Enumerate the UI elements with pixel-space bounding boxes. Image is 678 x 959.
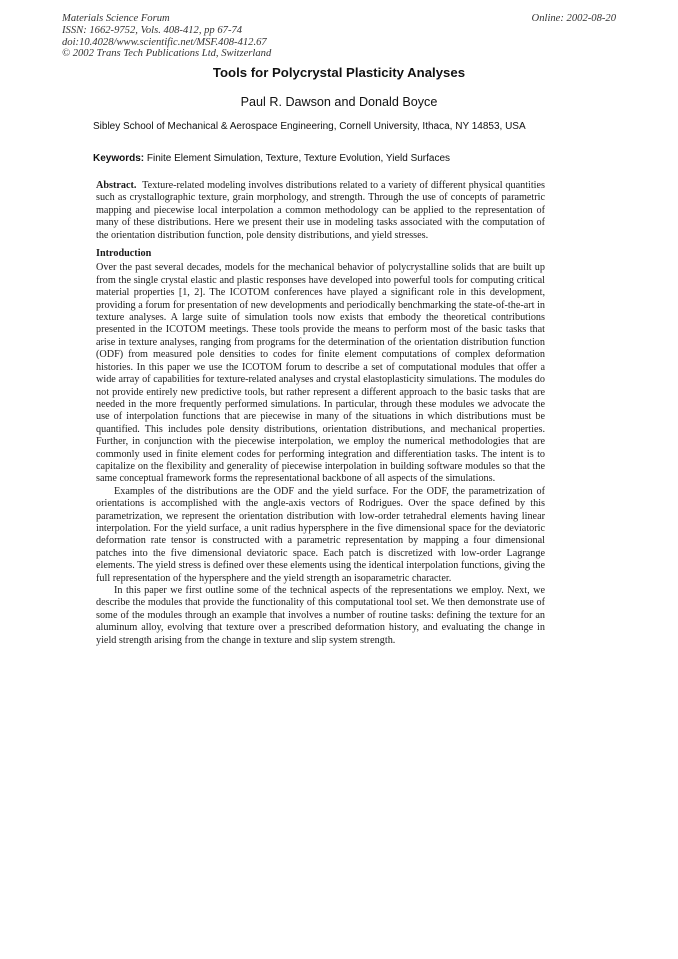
abstract-label: Abstract. — [96, 180, 137, 191]
author-affiliation: Sibley School of Mechanical & Aerospace Engineering, Cornell University, Ithaca, NY 14853, USA — [93, 121, 526, 132]
intro-paragraph-3: In this paper we first outline some of the technical aspects of the representations we employ. Next, we describe the modules that provide the functionality of this computational tool set. We then demonstrate use of some of the modules through an example that involves a number of routine tasks: defining the texture for an aluminum alloy, evolving that texture over a prescribed deformation history, and evaluating the change in yield strength arising from the change in texture and slip system strength. — [96, 585, 545, 646]
copyright-line: © 2002 Trans Tech Publications Ltd, Switzerland — [62, 48, 272, 60]
journal-name: Materials Science Forum — [62, 13, 170, 24]
doi-line: doi:10.4028/www.scientific.net/MSF.408-412.67 — [62, 36, 267, 48]
abstract-text: Texture-related modeling involves distributions related to a variety of different physical quantities such as crystallographic texture, grain morphology, and strength. Through the use of concepts of parametric mapping and piecewise local interpolation a common methodology can be applied to the representation of many of these distributions. Here we present their use in modeling tasks associated with the computation of the orientation distribution function, pole density distributions, and yield stresses. — [96, 180, 545, 241]
intro-paragraph-1: Over the past several decades, models for the mechanical behavior of polycrystalline solids that are built up from the single crystal elastic and plastic responses have developed into powerful tools for computing critical material properties [1, 2]. The ICOTOM conferences have played a significant role in this development, providing a forum for presentation of new developments and periodically benchmarking the state-of-the-art in texture analyses. A large suite of simulation tools now exists that embody the theoretical contributions presented in the ICOTOM meetings. These tools provide the means to perform most of the basic tasks that arise in texture analyses, ranging from programs for the determination of the orientation distribution function (ODF) from measured pole densities to codes for finite element computations of complex deformation histories. In this paper we use the ICOTOM forum to describe a set of computational modules that offer a wide array of capabilities for texture-related analyses and crystal elastoplasticity simulations. The modules do not provide entirely new predictive tools, but rather represent a different approach to the basic tasks that are needed in the more frequently performed simulations. In particular, through these modules we advocate the use of interpolation functions that are piecewise in many of the situations in which distributions must be quantified. This includes pole density distributions, orientation distributions, and mechanical properties. Further, in conjunction with the piecewise interpolation, we employ the numerical methodologies that are commonly used in finite element codes for performing integration and differentiation tasks. The intent is to capitalize on the flexibility and generality of piecewise interpolation in building software modules so that the same conceptual framework forms the representational backbone of all aspects of the simulations. — [96, 262, 545, 485]
introduction-heading: Introduction — [96, 248, 152, 260]
keywords-label: Keywords: — [93, 153, 145, 164]
abstract — [96, 180, 545, 242]
issn-line: ISSN: 1662-9752, Vols. 408-412, pp 67-74 — [62, 24, 243, 36]
paper-title: Tools for Polycrystal Plasticity Analyses — [212, 65, 466, 80]
keywords-line — [93, 153, 450, 164]
running-header — [62, 13, 271, 60]
online-date: Online: 2002-08-20 — [531, 13, 616, 24]
intro-paragraph-2: Examples of the distributions are the ODF and the yield surface. For the ODF, the parametrization of orientations is accomplished with the angle-axis vectors of Rodrigues. Over the space defined by this parametrization, we represent the orientation distribution with low-order tetrahedral elements having linear interpolation. For the yield surface, a unit radius hypersphere in the five dimensional space for the deviatoric deformation rate tensor is constructed with a parametric representation by mapping a four dimensional patches into the five dimensional deviatoric space. Each patch is discretized with low-order Lagrange elements. The yield stress is defined over these elements using the identical interpolation functions, giving the full representation of the hypersphere and the yield strength an isoparametric character. — [96, 485, 545, 584]
keywords-list: Finite Element Simulation, Texture, Texture Evolution, Yield Surfaces — [146, 153, 451, 164]
paper-body — [96, 180, 545, 647]
paper-authors: Paul R. Dawson and Donald Boyce — [240, 95, 438, 109]
